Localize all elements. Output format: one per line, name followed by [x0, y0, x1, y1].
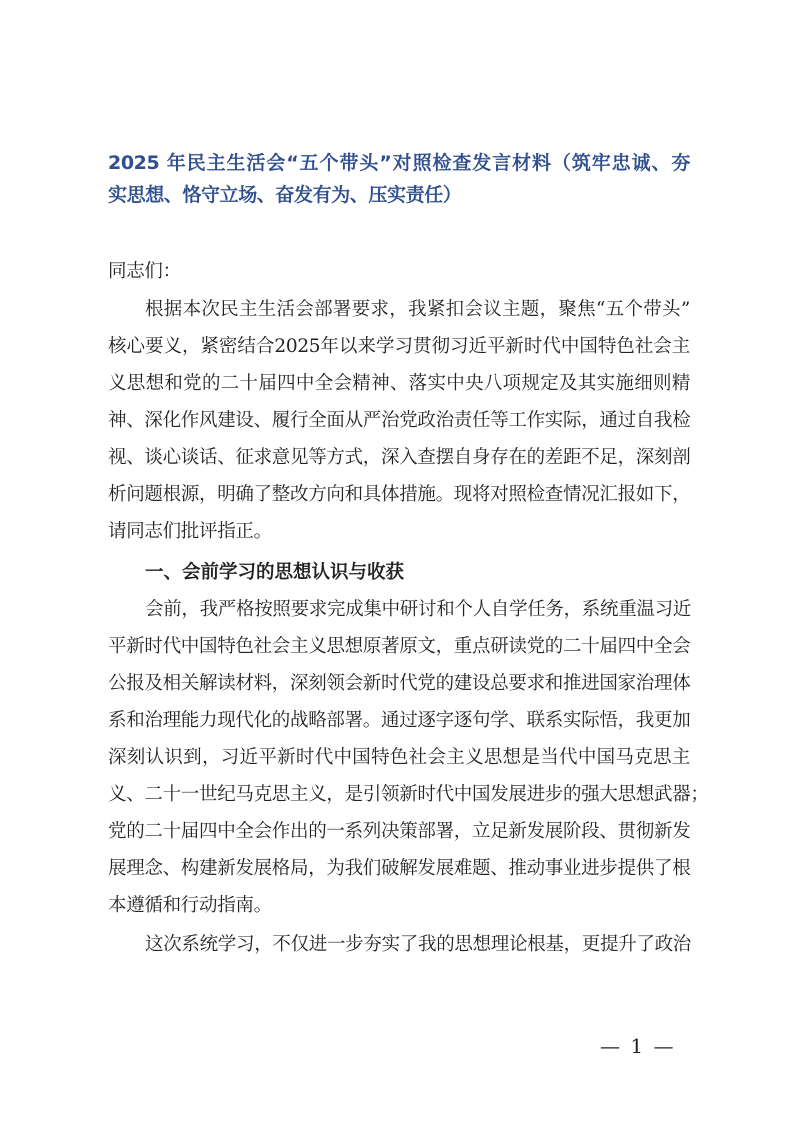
para2-line: 公报及相关解读材料，深刻领会新时代党的建设总要求和推进国家治理体	[108, 673, 691, 694]
para1-line: 根据本次民主生活会部署要求，我紧扣会议主题，聚焦“五个带头”	[145, 299, 690, 320]
page-number: — 1 —	[600, 1034, 676, 1058]
document-title-line-2: 实思想、恪守立场、奋发有为、压实责任）	[108, 184, 462, 206]
para3-line: 这次系统学习，不仅进一步夯实了我的思想理论根基，更提升了政治	[145, 934, 692, 955]
salutation: 同志们：	[108, 261, 181, 282]
para2-line: 平新时代中国特色社会主义思想原著原文，重点研读党的二十届四中全会	[108, 636, 691, 657]
para1-line: 义思想和党的二十届四中全会精神、落实中央八项规定及其实施细则精	[108, 373, 690, 394]
document-title-line-1: 2025 年民主生活会“五个带头”对照检查发言材料（筑牢忠诚、夯	[108, 152, 690, 174]
section-heading: 一、会前学习的思想认识与收获	[145, 562, 405, 583]
para1-line: 请同志们批评指正。	[108, 521, 272, 542]
para2-line: 系和治理能力现代化的战略部署。通过逐字逐句学、联系实际悟，我更加	[108, 710, 691, 731]
para1-line: 核心要义，紧密结合2025年以来学习贯彻习近平新时代中国特色社会主	[108, 336, 690, 357]
para2-line: 会前，我严格按照要求完成集中研讨和个人自学任务，系统重温习近	[145, 599, 692, 620]
para2-line: 党的二十届四中全会作出的一系列决策部署，立足新发展阶段、贯彻新发	[108, 821, 691, 842]
para1-line: 视、谈心谈话、征求意见等方式，深入查摆自身存在的差距不足，深刻剖	[108, 447, 691, 468]
para1-line: 神、深化作风建设、履行全面从严治党政治责任等工作实际，通过自我检	[108, 410, 691, 431]
para2-line: 义、二十一世纪马克思主义，是引领新时代中国发展进步的强大思想武器；	[108, 784, 709, 805]
para2-line: 展理念、构建新发展格局，为我们破解发展难题、推动事业进步提供了根	[108, 858, 691, 879]
para2-line: 深刻认识到，习近平新时代中国特色社会主义思想是当代中国马克思主	[108, 747, 690, 768]
para2-line: 本遵循和行动指南。	[108, 895, 272, 916]
para1-line: 析问题根源，明确了整改方向和具体措施。现将对照检查情况汇报如下，	[108, 484, 691, 505]
